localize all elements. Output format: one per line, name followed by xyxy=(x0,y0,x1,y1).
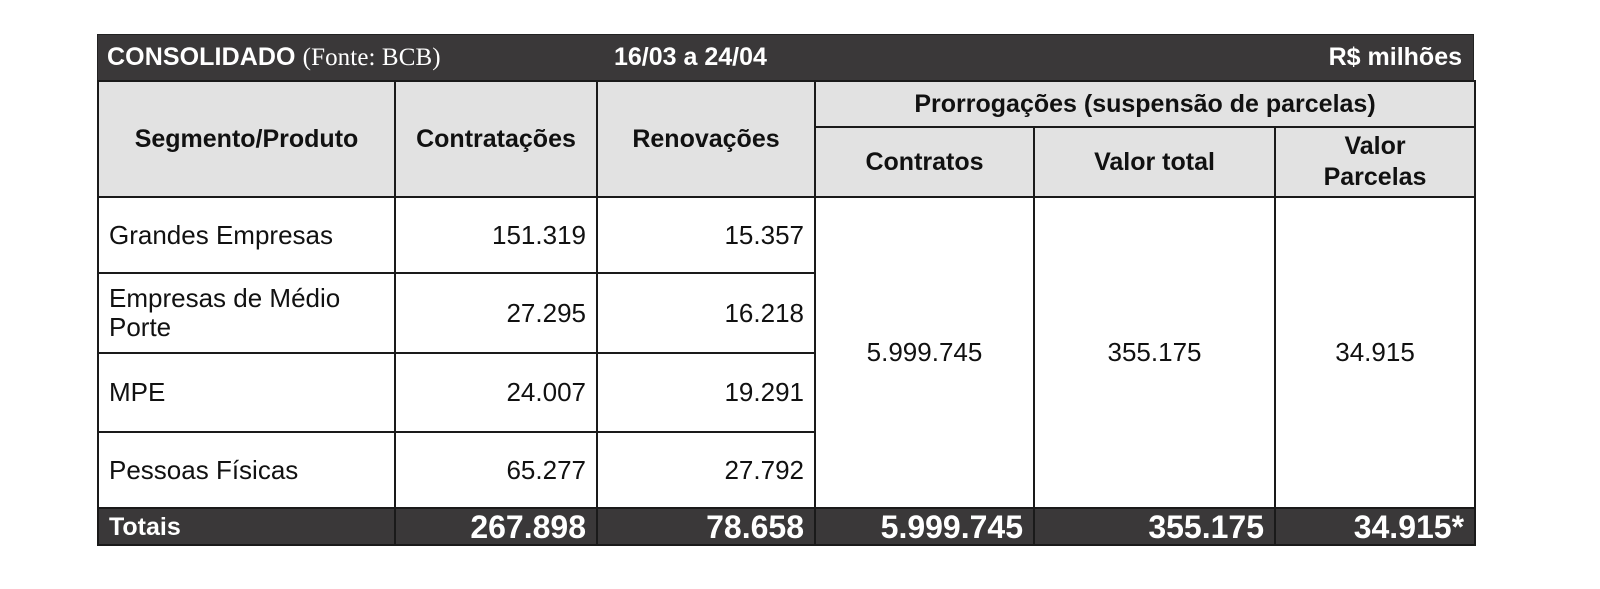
row-renewals: 19.291 xyxy=(597,353,815,432)
col-header-segment: Segmento/Produto xyxy=(98,81,395,197)
table-title: CONSOLIDADO (Fonte: BCB) xyxy=(107,43,441,71)
row-hirings: 65.277 xyxy=(395,432,597,508)
col-header-installments-value: Valor Parcelas xyxy=(1275,127,1475,197)
col-header-total-value: Valor total xyxy=(1034,127,1275,197)
row-renewals: 27.792 xyxy=(597,432,815,508)
row-segment: Pessoas Físicas xyxy=(98,432,395,508)
extensions-installments-value: 34.915 xyxy=(1275,197,1475,508)
row-hirings: 151.319 xyxy=(395,197,597,273)
col-group-extensions: Prorrogações (suspensão de parcelas) xyxy=(815,81,1475,127)
totals-installments-value: 34.915* xyxy=(1275,508,1475,545)
title-bar xyxy=(97,34,1474,80)
col-header-contracts: Contratos xyxy=(815,127,1034,197)
extensions-total-value: 355.175 xyxy=(1034,197,1275,508)
totals-row xyxy=(98,508,1475,545)
totals-contracts: 5.999.745 xyxy=(815,508,1034,545)
col-header-renewals: Renovações xyxy=(597,81,815,197)
row-hirings: 24.007 xyxy=(395,353,597,432)
row-renewals: 15.357 xyxy=(597,197,815,273)
consolidated-table-container xyxy=(97,34,1474,546)
unit-label: R$ milhões xyxy=(1328,43,1462,71)
period-label: 16/03 a 24/04 xyxy=(614,43,767,71)
totals-renewals: 78.658 xyxy=(597,508,815,545)
row-segment: MPE xyxy=(98,353,395,432)
extensions-contracts: 5.999.745 xyxy=(815,197,1034,508)
totals-total-value: 355.175 xyxy=(1034,508,1275,545)
row-hirings: 27.295 xyxy=(395,273,597,353)
row-renewals: 16.218 xyxy=(597,273,815,353)
totals-hirings: 267.898 xyxy=(395,508,597,545)
totals-label: Totais xyxy=(98,508,395,545)
data-table xyxy=(97,80,1476,546)
col-header-hirings: Contratações xyxy=(395,81,597,197)
row-segment: Grandes Empresas xyxy=(98,197,395,273)
row-segment: Empresas de Médio Porte xyxy=(98,273,395,353)
table-row xyxy=(98,197,1475,273)
source-note: (Fonte: BCB) xyxy=(302,44,441,71)
